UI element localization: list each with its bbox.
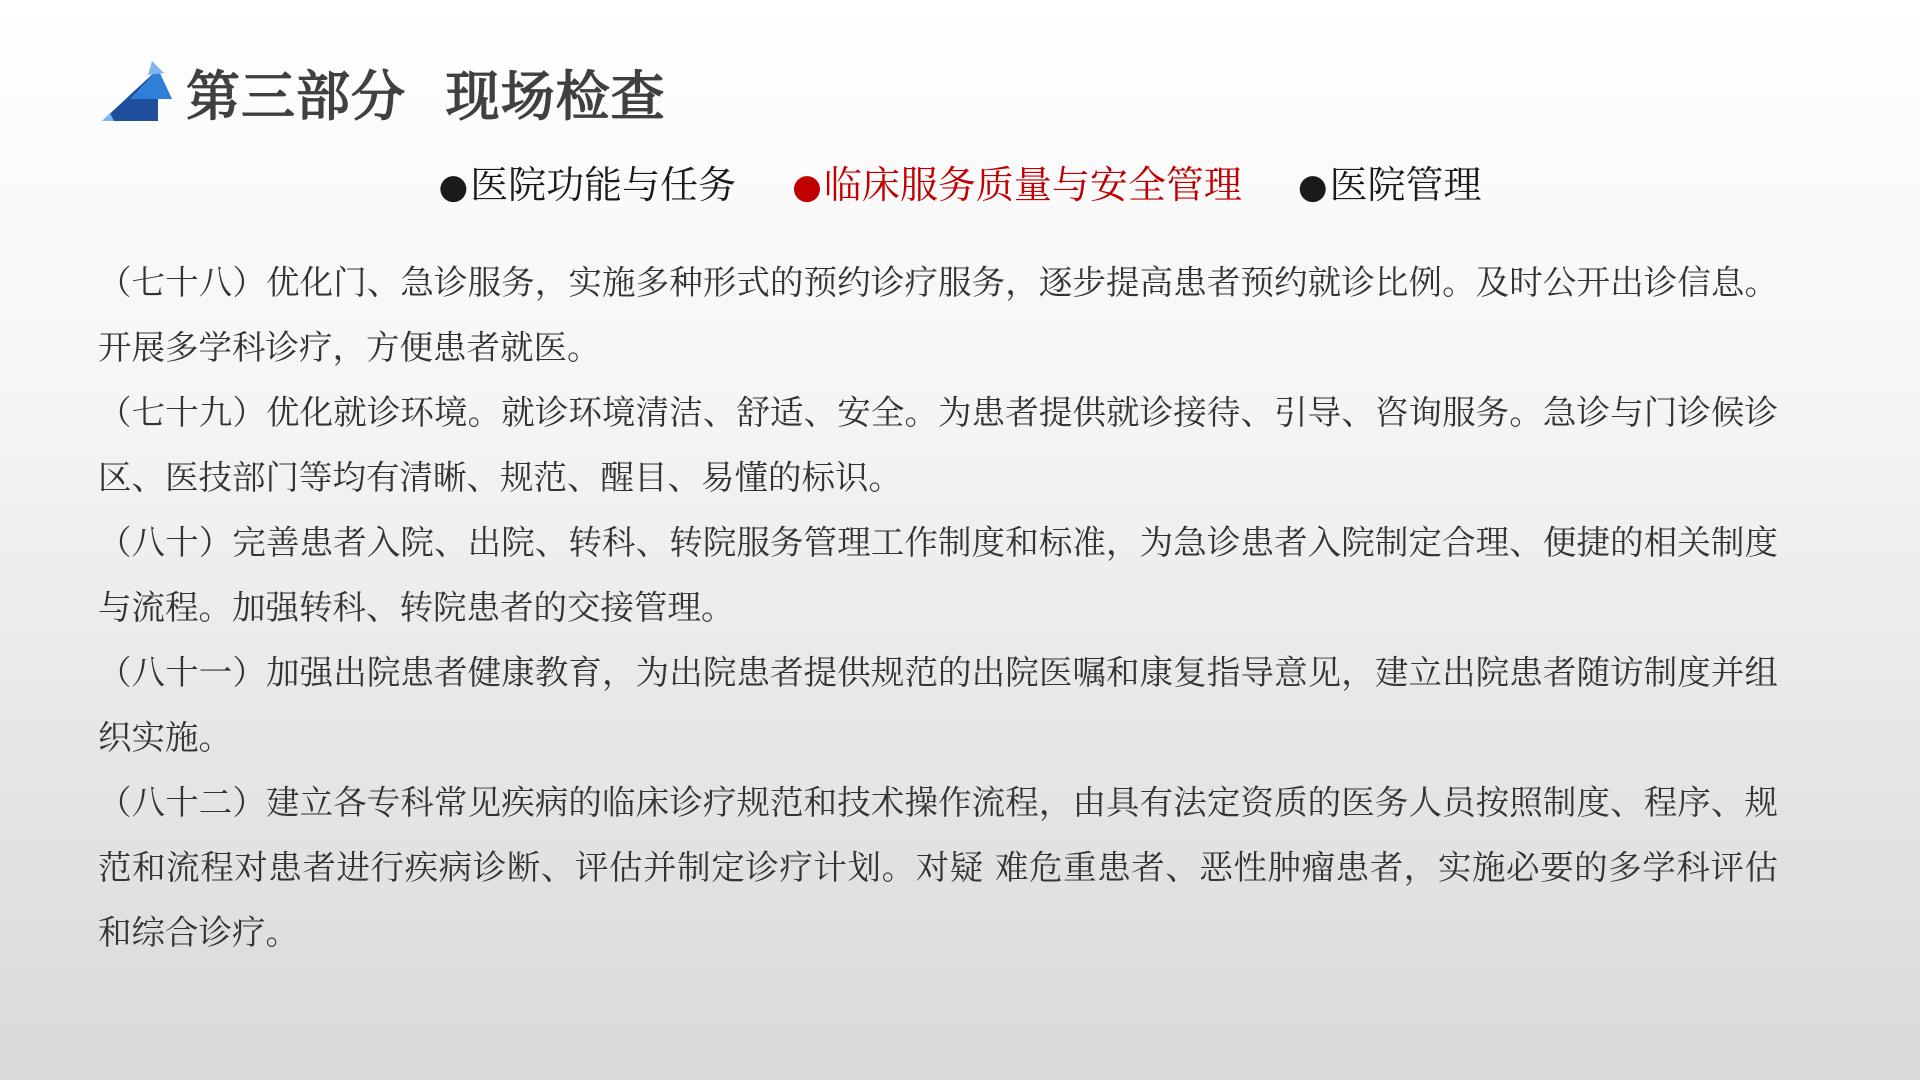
nav-item-label: 医院管理 bbox=[1329, 163, 1482, 207]
paragraph-80: （八十）完善患者入院、出院、转科、转院服务管理工作制度和标准，为急诊患者入院制定合理、便捷的相关制度与流程。加强转科、转院患者的交接管理。 bbox=[98, 523, 1778, 627]
bullet-icon: ● bbox=[438, 167, 469, 207]
page-header bbox=[100, 52, 666, 132]
page-title: 第三部分 现场检查 bbox=[186, 64, 666, 128]
nav-item-hospital-management[interactable] bbox=[1298, 154, 1482, 209]
nav-item-label: 医院功能与任务 bbox=[470, 163, 737, 207]
paragraph-78: （七十八）优化门、急诊服务，实施多种形式的预约诊疗服务，逐步提高患者预约就诊比例。及时公开出诊信息。开展多学科诊疗，方便患者就医。 bbox=[98, 263, 1778, 367]
nav-item-hospital-function[interactable] bbox=[438, 154, 736, 209]
nav-item-clinical-quality[interactable] bbox=[792, 154, 1242, 209]
paragraph-82: （八十二）建立各专科常见疾病的临床诊疗规范和技术操作流程，由具有法定资质的医务人员按照制度、程序、规 范和流程对患者进行疾病诊断、评估并制定诊疗计划。对疑 难危重患者、恶性肿瘤患者，实施必要的多学科评估和综合诊疗。 bbox=[98, 783, 1778, 952]
triangle-logo-icon bbox=[100, 59, 174, 125]
content-body bbox=[98, 250, 1778, 965]
section-nav bbox=[0, 154, 1920, 209]
nav-item-label: 临床服务质量与安全管理 bbox=[823, 163, 1242, 207]
bullet-icon: ● bbox=[1297, 167, 1328, 207]
bullet-icon: ● bbox=[792, 167, 822, 207]
paragraph-81: （八十一）加强出院患者健康教育，为出院患者提供规范的出院医嘱和康复指导意见，建立出院患者随访制度并组织实施。 bbox=[98, 653, 1778, 757]
paragraph-79: （七十九）优化就诊环境。就诊环境清洁、舒适、安全。为患者提供就诊接待、引导、咨询服务。急诊与门诊候诊区、医技部门等均有清晰、规范、醒目、易懂的标识。 bbox=[98, 393, 1778, 497]
